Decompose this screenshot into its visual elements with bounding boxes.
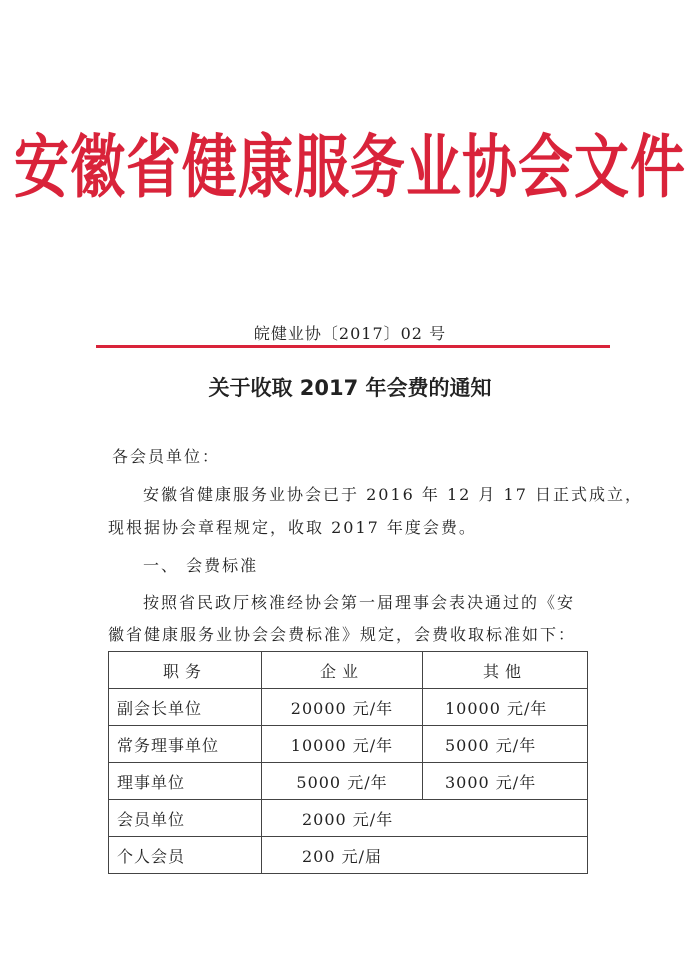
- table-row: [109, 837, 588, 874]
- org-header-title: 安徽省健康服务业协会文件: [13, 125, 686, 207]
- paragraph-2-line-1: 按照省民政厅核准经协会第一届理事会表决通过的《安: [143, 593, 576, 612]
- table-cell: 常务理事单位: [109, 726, 262, 763]
- table-header-row: [109, 652, 588, 689]
- table-cell: 10000 元/年: [262, 726, 423, 763]
- paragraph-1-line-2: 现根据协会章程规定，收取 2017 年度会费。: [108, 518, 477, 537]
- paragraph-2-line-2: 徽省健康服务业协会会费标准》规定，会费收取标准如下：: [108, 625, 577, 644]
- table-cell: 3000 元/年: [423, 763, 588, 800]
- table-cell: 理事单位: [109, 763, 262, 800]
- table-cell: 个人会员: [109, 837, 262, 874]
- table-row: [109, 726, 588, 763]
- paragraph-1-line-1: 安徽省健康服务业协会已于 2016 年 12 月 17 日正式成立，: [143, 485, 643, 504]
- table-cell: 5000 元/年: [262, 763, 423, 800]
- section-1-heading: 一、 会费标准: [143, 556, 259, 575]
- table-cell: 10000 元/年: [423, 689, 588, 726]
- table-row: [109, 689, 588, 726]
- table-cell: 副会长单位: [109, 689, 262, 726]
- salutation: 各会员单位：: [112, 447, 221, 466]
- table-row: [109, 800, 588, 837]
- header-cell-enterprise: 企业: [262, 652, 423, 689]
- table-cell: 5000 元/年: [423, 726, 588, 763]
- notice-title: 关于收取 2017 年会费的通知: [208, 376, 492, 400]
- table-cell: 20000 元/年: [262, 689, 423, 726]
- table-cell: 200 元/届: [262, 837, 588, 874]
- header-cell-other: 其他: [423, 652, 588, 689]
- table-cell: 2000 元/年: [262, 800, 588, 837]
- fee-standard-table: [108, 651, 588, 874]
- header-cell-position: 职务: [109, 652, 262, 689]
- table-cell: 会员单位: [109, 800, 262, 837]
- table-row: [109, 763, 588, 800]
- red-divider-line: [96, 345, 610, 348]
- document-number: 皖健业协〔2017〕02 号: [253, 324, 447, 343]
